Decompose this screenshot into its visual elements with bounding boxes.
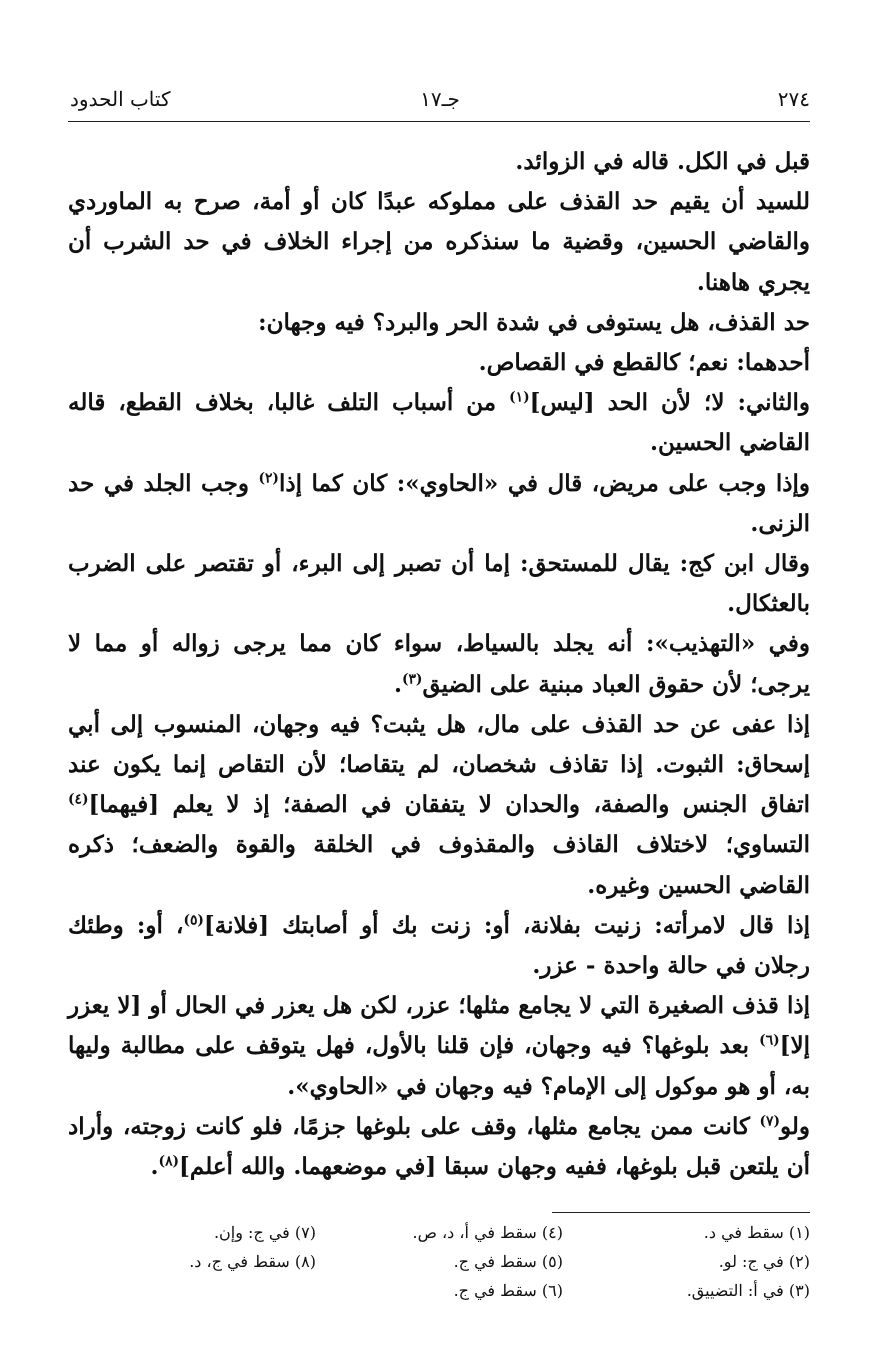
text: والثاني: لا؛ لأن الحد [ليس] xyxy=(529,389,810,417)
text: . xyxy=(393,670,402,698)
paragraph xyxy=(68,705,810,906)
text: للسيد أن يقيم حد القذف على مملوكه عبدًا كان أو أمة، صرح به الماوردي والقاضي الحسين، وقضية ما سنذكره من إجراء الخلاف في حد الشرب أن يجري هاهنا. xyxy=(68,188,810,296)
footnotes xyxy=(68,1218,810,1305)
main-text xyxy=(68,142,810,1187)
text: وفي «التهذيب»: أنه يجلد بالسياط، سواء كان مما يرجى زواله أو مما لا يرجى؛ لأن حقوق العباد مبنية على الضيق xyxy=(68,630,810,698)
footnote-marker: (١) xyxy=(509,389,530,406)
footnote: (٢) في ج: لو. xyxy=(718,1252,810,1271)
text: ، أو: وطئك رجلان في حالة واحدة - عزر. xyxy=(68,911,810,980)
footnote-marker: (٨) xyxy=(158,1153,180,1170)
footnote-marker: (٧) xyxy=(759,1113,780,1130)
text: من أسباب التلف غالبا، بخلاف القطع، قاله القاضي الحسين. xyxy=(68,389,810,457)
footnote: (١) سقط في د. xyxy=(703,1223,810,1242)
paragraph xyxy=(68,182,810,303)
footnote-marker: (٦) xyxy=(759,1032,780,1049)
footnote-row xyxy=(68,1247,810,1276)
text: ولو xyxy=(780,1112,810,1140)
text: كانت ممن يجامع مثلها، وقف على بلوغها جزمًا، فلو كانت زوجته، وأراد أن يلتعن قبل بلوغها، ففيه وجهان سبقا [في موضعهما. والله أعلم] xyxy=(68,1112,810,1181)
footnote xyxy=(69,1276,316,1305)
paragraph xyxy=(68,544,810,624)
text: إذا قذف الصغيرة التي لا يجامع مثلها؛ عزر، لكن هل يعزر في الحال أو [لا يعزر إلا] xyxy=(68,992,810,1060)
text: حد القذف، هل يستوفى في شدة الحر والبرد؟ فيه وجهان: xyxy=(258,308,810,336)
paragraph xyxy=(68,624,810,704)
text: وجب الجلد في حد الزنى. xyxy=(68,469,810,537)
text: وقال ابن كج: يقال للمستحق: إما أن تصبر إلى البرء، أو تقتصر على الضرب بالعثكال. xyxy=(68,550,810,618)
paragraph xyxy=(68,906,810,986)
text: إذا قال لامرأته: زنيت بفلانة، أو: زنت بك أو أصابتك [فلانة] xyxy=(203,911,810,939)
header-rule xyxy=(68,121,810,122)
footnote: (٤) سقط في أ، د، ص. xyxy=(412,1223,563,1242)
paragraph xyxy=(68,986,810,1107)
paragraph xyxy=(68,383,810,463)
footnote-separator xyxy=(552,1212,810,1213)
footnote-marker: (٤) xyxy=(68,791,89,808)
text: وإذا وجب على مريض، قال في «الحاوي»: كان كما إذا xyxy=(278,469,810,497)
paragraph xyxy=(68,1107,810,1187)
paragraph xyxy=(68,303,810,343)
book-title: كتاب الحدود xyxy=(70,87,171,111)
paragraph xyxy=(68,142,810,182)
footnote: (٥) سقط في ج. xyxy=(453,1252,563,1271)
footnote-marker: (٥) xyxy=(183,912,204,929)
footnote-marker: (٣) xyxy=(401,670,423,687)
text: أحدهما: نعم؛ كالقطع في القصاص. xyxy=(478,349,810,377)
volume-label: جـ١٧ xyxy=(420,87,460,111)
footnote: (٦) سقط في ج. xyxy=(453,1281,563,1300)
paragraph xyxy=(68,343,810,383)
text: التساوي؛ لاختلاف القاذف والمقذوف في الخلقة والقوة والضعف؛ ذكره القاضي الحسين وغيره. xyxy=(68,831,810,899)
paragraph xyxy=(68,464,810,544)
footnote: (٧) في ج: وإن. xyxy=(213,1223,316,1242)
page-header xyxy=(70,84,810,114)
text: بعد بلوغها؟ فيه وجهان، فإن قلنا بالأول، فهل يتوقف على مطالبة وليها به، أو هو موكول إلى الإمام؟ فيه وجهان في «الحاوي». xyxy=(68,1032,810,1100)
footnote: (٨) سقط في ج، د. xyxy=(189,1252,316,1271)
text: . xyxy=(150,1153,159,1181)
footnote-row xyxy=(68,1218,810,1247)
footnote-marker: (٢) xyxy=(258,469,279,486)
footnote-row xyxy=(68,1276,810,1305)
page-number: ٢٧٤ xyxy=(777,87,810,111)
text: قبل في الكل. قاله في الزوائد. xyxy=(515,148,810,175)
text: إذا عفى عن حد القذف على مال، هل يثبت؟ فيه وجهان، المنسوب إلى أبي إسحاق: الثبوت. إذا تقاذف شخصان، لم يتقاصا؛ لأن التقاص إنما يكون عند اتفاق الجنس والصفة، والحدان لا يتفقان في الصفة؛ إذ لا يعلم [فيهما] xyxy=(68,710,810,819)
footnote: (٣) في أ: التضييق. xyxy=(686,1281,810,1300)
